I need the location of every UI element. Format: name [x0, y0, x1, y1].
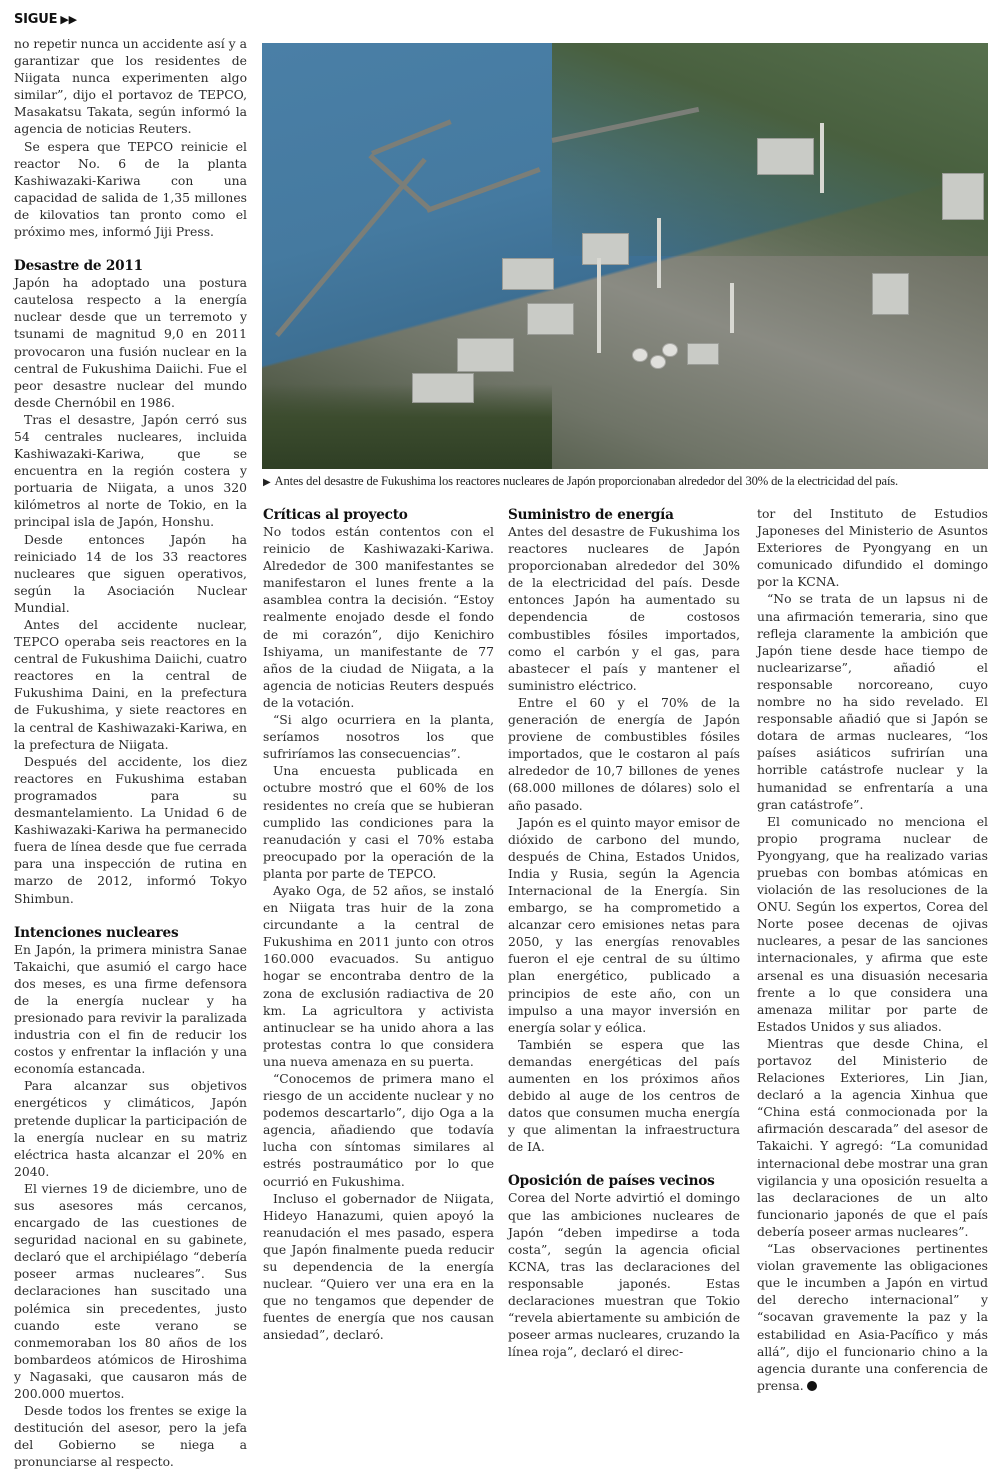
- article-column-4: [757, 506, 988, 1395]
- photo-transmission-tower: [730, 283, 734, 333]
- paragraph: no repetir nunca un accidente así y a garantizar que los residentes de Niigata nunca experimenten algo similar”, dijo el portavoz de TEPCO, Masakatsu Takata, según informó la agencia de noticias Reuters.: [14, 37, 247, 137]
- section-heading-oposicion: Oposición de países vecinos: [508, 1173, 715, 1190]
- photo-building: [687, 343, 719, 365]
- section-heading-desastre: Desastre de 2011: [14, 258, 143, 275]
- paragraph: Tras el desastre, Japón cerró sus 54 centrales nucleares, incluida Kashiwazaki-Kariwa, que se encuentra en la región costera y portuaria de Niigata, a unos 320 kilómetros al norte de Tokio, en la principal isla de Japón, Honshu.: [14, 412, 247, 530]
- paragraph-text: “Las observaciones pertinentes violan gravemente las obligaciones que le incumben a Japón en virtud del derecho internacional” y “socavan gravemente la paz y la estabilidad en Asia-Pacífico y más allá”, dijo el funcionario chino a la agencia durante una conferencia de prensa.: [757, 1242, 988, 1393]
- photo-caption: [263, 473, 988, 491]
- paragraph: Japón ha adoptado una postura cautelosa respecto a la energía nuclear desde que un terremoto y tsunami de magnitud 9,0 en 2011 provocaron una fusión nuclear en la central de Fukushima Daiichi. Fue el peor desastre nuclear del mundo desde Chernóbil en 1986.: [14, 276, 247, 410]
- paragraph: Entre el 60 y el 70% de la generación de energía de Japón proviene de combustibles fósiles importados, que le costaron al país alrededor de 10,7 billones de yenes (68.000 millones de dólares) solo el año pasado.: [508, 695, 740, 813]
- article-column-2: [263, 506, 494, 1345]
- paragraph: También se espera que las demandas energéticas del país aumenten en los próximos años debido al auge de los centros de datos que consumen mucha energía y que alimentan la infraestructura de IA.: [508, 1037, 740, 1155]
- paragraph: Desde entonces Japón ha reiniciado 14 de los 33 reactores nucleares que siguen operativos, según la Asociación Nuclear Mundial.: [14, 532, 247, 615]
- paragraph-final: [757, 1241, 988, 1395]
- photo-building: [872, 273, 909, 315]
- photo-transmission-tower: [597, 258, 601, 353]
- double-arrow-icon: ▶▶: [60, 13, 77, 26]
- paragraph: El viernes 19 de diciembre, uno de sus asesores más cercanos, encargado de las cuestiones de seguridad nacional en su gabinete, declaró que el archipiélago “debería poseer armas nucleares”. Sus declaraciones han suscitado una polémica sin precedentes, justo cuando este verano se conmemoraban los 80 años de los bombardeos atómicos de Hiroshima y Nagasaki, que causaron más de 200.000 muertos.: [14, 1181, 247, 1402]
- paragraph: Después del accidente, los diez reactores en Fukushima estaban programados para su desmantelamiento. La Unidad 6 de Kashiwazaki-Kariwa ha permanecido fuera de línea desde que fue cerrada para una inspección de rutina en marzo de 2012, informó Tokyo Shimbun.: [14, 754, 247, 906]
- triangle-bullet-icon: ▶: [263, 477, 271, 488]
- paragraph: Para alcanzar sus objetivos energéticos y climáticos, Japón pretende duplicar la participación de la energía nuclear en su matriz eléctrica hasta alcanzar el 20% en 2040.: [14, 1079, 247, 1179]
- paragraph: Desde todos los frentes se exige la destitución del asesor, pero la jefa del Gobierno se niega a pronunciarse al respecto.: [14, 1404, 247, 1470]
- paragraph: Antes del accidente nuclear, TEPCO operaba seis reactores en la central de Fukushima Daiichi, cuatro reactores en la central de Fukushima Daini, en la prefectura de Fukushima, y siete reactores en la central de Kashiwazaki-Kariwa, en la prefectura de Niigata.: [14, 618, 247, 752]
- paragraph: Antes del desastre de Fukushima los reactores nucleares de Japón proporcionaban alrededor del 30% de la electricidad del país. Desde entonces Japón ha aumentado su dependencia de costosos combustibles fósiles importados, como el carbón y el gas, para abastecer el país y mantener el suministro eléctrico.: [508, 525, 740, 693]
- paragraph: No todos están contentos con el reinicio de Kashiwazaki-Kariwa. Alrededor de 300 manifestantes se manifestaron el lunes frente a la asamblea contra la decisión. “Estoy realmente enojado desde el fondo de mi corazón”, dijo Kenichiro Ishiyama, un manifestante de 77 años de la ciudad de Niigata, a la agencia de noticias Reuters después de la votación.: [263, 525, 494, 710]
- end-of-article-dot-icon: [807, 1381, 817, 1391]
- article-column-1: [14, 36, 247, 1472]
- photo-reactor-building: [582, 233, 629, 265]
- continue-marker: [14, 12, 77, 27]
- photo-building: [942, 173, 984, 220]
- paragraph: Incluso el gobernador de Niigata, Hideyo Hanazumi, quien apoyó la reanudación el mes pasado, espera que Japón finalmente pueda reducir su dependencia de la energía nuclear. “Quiero ver una era en la que no tengamos que depender de fuentes de energía que nos causan ansiedad”, declaró.: [263, 1191, 494, 1343]
- paragraph: “Si algo ocurriera en la planta, seríamos nosotros los que sufriríamos las consecuencias”.: [263, 713, 494, 762]
- paragraph: El comunicado no menciona el propio programa nuclear de Pyongyang, que ha realizado varias pruebas con bombas atómicas en violación de las resoluciones de la ONU. Según los expertos, Corea del Norte posee decenas de ojivas nucleares, a pesar de las sanciones internacionales, y afirma que este arsenal es una disuasión necesaria frente a lo que considera una amenaza militar por parte de Estados Unidos y sus aliados.: [757, 814, 988, 1034]
- continue-label: SIGUE: [14, 12, 58, 27]
- paragraph: Corea del Norte advirtió el domingo que las ambiciones nucleares de Japón “deben impedirse a toda costa”, según la agencia oficial KCNA, tras las declaraciones del responsable japonés. Estas declaraciones muestran que Tokio “revela abiertamente su ambición de poseer armas nucleares, cruzando la línea roja”, declaró el direc-: [508, 1191, 740, 1360]
- paragraph: Mientras que desde China, el portavoz del Ministerio de Relaciones Exteriores, Lin Jian, declaró a la agencia Xinhua que “China está conmocionada por la afirmación descarada” del asesor de Takaichi. Y agregó: “La comunidad internacional debe mostrar una gran vigilancia y una oposición resuelta a las declaraciones de un alto funcionario japonés de que el país debería poseer armas nucleares”.: [757, 1036, 988, 1239]
- paragraph: Ayako Oga, de 52 años, se instaló en Niigata tras huir de la zona circundante a la central de Fukushima en 2011 junto con otros 160.000 evacuados. Su antiguo hogar se encontraba dentro de la zona de exclusión radiactiva de 20 km. La agricultora y activista antinuclear se ha unido ahora a las protestas contra lo que considera una nueva amenaza en su puerta.: [263, 883, 494, 1069]
- paragraph: tor del Instituto de Estudios Japoneses del Ministerio de Asuntos Exteriores de Pyongyang en un comunicado difundido el domingo por la KCNA.: [757, 507, 988, 590]
- photo-reactor-building: [412, 373, 474, 403]
- photo-reactor-building: [457, 338, 514, 372]
- photo-building: [757, 138, 814, 175]
- photo-tank: [632, 348, 648, 362]
- paragraph: En Japón, la primera ministra Sanae Takaichi, que asumió el cargo hace dos meses, es una firme defensora de la energía nuclear y ha presionado para revivir la paralizada industria con el fin de reducir los costos y enfrentar la inflación y una economía estancada.: [14, 942, 247, 1077]
- photo-reactor-building: [527, 303, 574, 335]
- photo-transmission-tower: [657, 218, 661, 288]
- section-heading-criticas: Críticas al proyecto: [263, 507, 408, 523]
- caption-text: Antes del desastre de Fukushima los reactores nucleares de Japón proporcionaban alrededor del 30% de la electricidad del país.: [274, 474, 899, 488]
- paragraph: Japón es el quinto mayor emisor de dióxido de carbono del mundo, después de China, Estados Unidos, India y Rusia, según la Agencia Internacional de la Energía. Sin embargo, se ha comprometido a alcanzar cero emisiones netas para 2050, y las energías renovables fueron el eje central de su último plan energético, publicado a principios de este año, con un impulso a una mayor inversión en energía solar y eólica.: [508, 815, 740, 1035]
- photo-tank: [650, 355, 666, 369]
- section-heading-suministro: Suministro de energía: [508, 507, 674, 523]
- photo-forest: [262, 384, 552, 469]
- paragraph: “No se trata de un lapsus ni de una afirmación temeraria, sino que refleja claramente la ambición que Japón tiene desde hace tiempo de nuclearizarse”, añadió el responsable norcoreano, cuyo nombre no ha sido revelado. El responsable añadió que si Japón se dotara de armas nucleares, “los países asiáticos sufrirían una horrible catástrofe nuclear y la humanidad se enfrentaría a una gran catástrofe”.: [757, 592, 988, 812]
- paragraph: “Conocemos de primera mano el riesgo de un accidente nuclear y no podemos descartarlo”, dijo Oga a la agencia, añadiendo que todavía lucha con síntomas similares al estrés postraumático por lo que ocurrió en Fukushima.: [263, 1072, 494, 1189]
- photo-reactor-building: [502, 258, 554, 290]
- article-column-3: [508, 506, 740, 1361]
- paragraph: Una encuesta publicada en octubre mostró que el 60% de los residentes no creía que se hubieran cumplido las condiciones para la reanudación y casi el 70% estaba preocupado por la operación de la planta por parte de TEPCO.: [263, 764, 494, 881]
- photo-transmission-tower: [820, 123, 824, 193]
- paragraph: Se espera que TEPCO reinicie el reactor No. 6 de la planta Kashiwazaki-Kariwa con una capacidad de salida de 1,35 millones de kilovatios tan pronto como el próximo mes, informó Jiji Press.: [14, 139, 247, 240]
- section-heading-intenciones: Intenciones nucleares: [14, 924, 179, 941]
- aerial-photo-nuclear-plant: [262, 43, 988, 469]
- photo-tank: [662, 343, 678, 357]
